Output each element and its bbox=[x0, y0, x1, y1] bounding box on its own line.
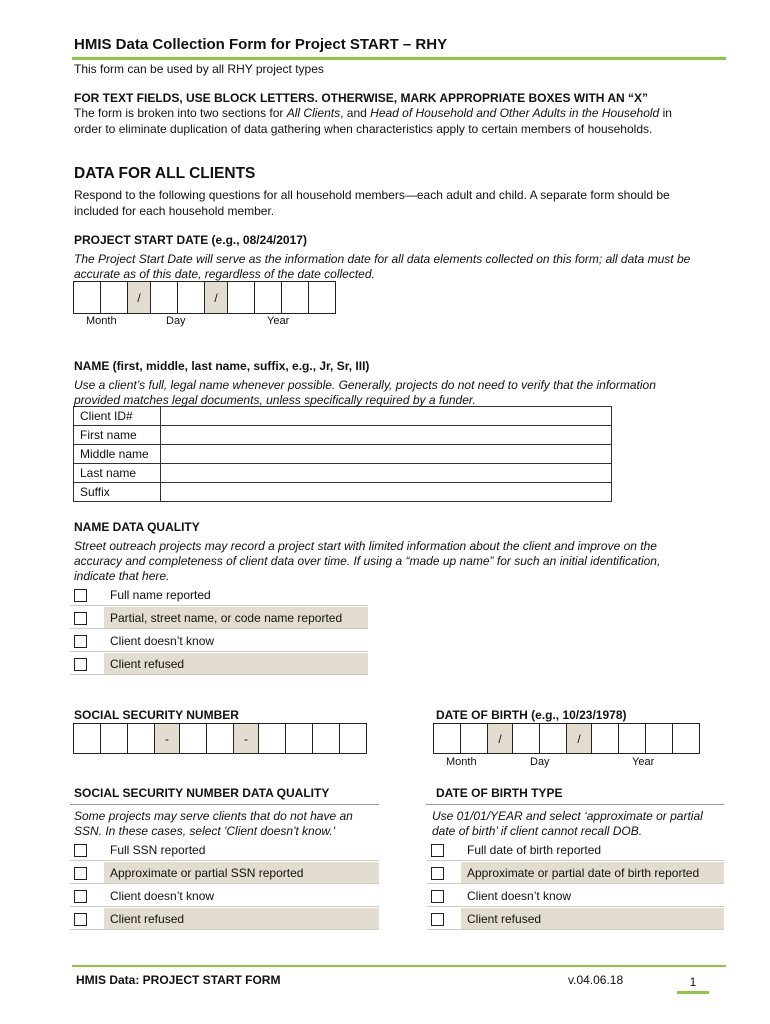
date-digit-box[interactable] bbox=[309, 282, 336, 314]
date-digit-box[interactable] bbox=[178, 282, 205, 314]
ssn-digit-box[interactable] bbox=[128, 724, 155, 754]
divider bbox=[70, 674, 368, 675]
footer-rule bbox=[72, 965, 726, 967]
divider bbox=[70, 628, 368, 629]
checkbox[interactable] bbox=[431, 867, 444, 880]
ssn-separator: - bbox=[155, 724, 180, 754]
dob-type-option[interactable] bbox=[427, 862, 724, 884]
option-label: Approximate or partial date of birth reported bbox=[461, 862, 724, 884]
page-subtitle: This form can be used by all RHY project types bbox=[74, 62, 324, 76]
divider bbox=[427, 883, 724, 884]
ssn-digit-box[interactable] bbox=[259, 724, 286, 754]
date-digit-box[interactable] bbox=[151, 282, 178, 314]
option-label: Full SSN reported bbox=[110, 843, 206, 857]
option-label: Client refused bbox=[104, 653, 368, 675]
ssn-heading: SOCIAL SECURITY NUMBER bbox=[74, 708, 239, 722]
dob-month-label: Month bbox=[446, 756, 477, 768]
dob-digit-box[interactable] bbox=[592, 724, 619, 754]
divider bbox=[70, 605, 368, 606]
dob-digit-box[interactable] bbox=[540, 724, 567, 754]
first-name-field[interactable] bbox=[161, 426, 612, 445]
name-table bbox=[73, 406, 612, 502]
intro-line-2: order to eliminate duplication of data gathering when characteristics apply to certain members of households. bbox=[74, 122, 653, 136]
suffix-field[interactable] bbox=[161, 483, 612, 502]
dob-type-note-2: date of birth’ if client cannot recall DOB. bbox=[432, 824, 643, 838]
date-digit-box[interactable] bbox=[74, 282, 101, 314]
name-note-1: Use a client’s full, legal name whenever possible. Generally, projects do not need to verify that the information bbox=[74, 378, 656, 392]
option-label: Client doesn’t know bbox=[467, 889, 572, 903]
name-quality-option[interactable] bbox=[70, 584, 368, 606]
checkbox[interactable] bbox=[74, 867, 87, 880]
intro-text: in bbox=[659, 106, 672, 120]
checkbox[interactable] bbox=[74, 612, 87, 625]
divider bbox=[426, 804, 724, 805]
ssn-digit-box[interactable] bbox=[286, 724, 313, 754]
divider bbox=[70, 883, 379, 884]
ssn-quality-note-2: SSN. In these cases, select 'Client doesn't know.' bbox=[74, 824, 336, 838]
checkbox[interactable] bbox=[74, 658, 87, 671]
divider bbox=[70, 929, 379, 930]
dob-digit-box[interactable] bbox=[461, 724, 488, 754]
ssn-digit-box[interactable] bbox=[180, 724, 207, 754]
dob-digit-box[interactable] bbox=[673, 724, 700, 754]
page-number-underline bbox=[677, 991, 709, 994]
project-start-date-grid bbox=[73, 281, 336, 314]
date-digit-box[interactable] bbox=[282, 282, 309, 314]
dob-type-option[interactable] bbox=[427, 839, 724, 861]
ssn-quality-option[interactable] bbox=[70, 862, 379, 884]
name-quality-note-1: Street outreach projects may record a project start with limited information about the client and improve on the bbox=[74, 539, 657, 553]
page-number: 1 bbox=[689, 975, 697, 989]
checkbox[interactable] bbox=[74, 635, 87, 648]
year-label: Year bbox=[267, 315, 290, 327]
divider bbox=[427, 860, 724, 861]
option-label: Full name reported bbox=[110, 588, 211, 602]
checkbox[interactable] bbox=[431, 890, 444, 903]
name-quality-heading: NAME DATA QUALITY bbox=[74, 520, 200, 534]
divider bbox=[70, 651, 368, 652]
client-id-field[interactable] bbox=[161, 407, 612, 426]
name-row-label: Suffix bbox=[74, 483, 161, 502]
checkbox[interactable] bbox=[74, 844, 87, 857]
title-rule bbox=[72, 57, 726, 60]
project-start-note-2: accurate as of this date, regardless of the date collected. bbox=[74, 267, 375, 281]
name-row-label: Middle name bbox=[74, 445, 161, 464]
project-start-note-1: The Project Start Date will serve as the information date for all data elements collected on this form; all data must be bbox=[74, 252, 691, 266]
date-digit-box[interactable] bbox=[255, 282, 282, 314]
name-heading: NAME (first, middle, last name, suffix, e.g., Jr, Sr, III) bbox=[74, 359, 370, 373]
date-separator: / bbox=[128, 282, 151, 314]
month-label: Month bbox=[86, 315, 117, 327]
divider bbox=[427, 906, 724, 907]
option-label: Client refused bbox=[461, 908, 724, 930]
intro-emph-all-clients: All Clients bbox=[286, 106, 341, 120]
section-desc-1: Respond to the following questions for all household members—each adult and child. A separate form should be bbox=[74, 188, 670, 202]
section-heading-all-clients: DATA FOR ALL CLIENTS bbox=[74, 165, 256, 182]
option-label: Full date of birth reported bbox=[467, 843, 602, 857]
dob-separator: / bbox=[567, 724, 592, 754]
last-name-field[interactable] bbox=[161, 464, 612, 483]
checkbox[interactable] bbox=[431, 913, 444, 926]
intro-emph-head-of-household: Head of Household and Other Adults in the Household bbox=[370, 106, 660, 120]
name-quality-option[interactable] bbox=[70, 607, 368, 629]
dob-digit-box[interactable] bbox=[434, 724, 461, 754]
option-label: Partial, street name, or code name reported bbox=[104, 607, 368, 629]
name-note-2: provided matches legal documents, unless specifically required by a funder. bbox=[74, 393, 476, 407]
checkbox[interactable] bbox=[431, 844, 444, 857]
divider bbox=[70, 804, 379, 805]
ssn-quality-option[interactable] bbox=[70, 908, 379, 930]
ssn-digit-box[interactable] bbox=[340, 724, 367, 754]
checkbox[interactable] bbox=[74, 913, 87, 926]
name-quality-note-3: indicate that here. bbox=[74, 569, 170, 583]
ssn-quality-option[interactable] bbox=[70, 839, 379, 861]
option-label: Client doesn’t know bbox=[110, 634, 215, 648]
dob-digit-box[interactable] bbox=[513, 724, 540, 754]
option-label: Approximate or partial SSN reported bbox=[104, 862, 379, 884]
page-title: HMIS Data Collection Form for Project START – RHY bbox=[74, 36, 448, 53]
name-row-label: Client ID# bbox=[74, 407, 161, 426]
dob-type-option[interactable] bbox=[427, 885, 724, 907]
section-desc-2: included for each household member. bbox=[74, 204, 275, 218]
name-quality-option[interactable] bbox=[70, 653, 368, 675]
intro-line-1 bbox=[74, 105, 672, 121]
instruction-text: FOR TEXT FIELDS, USE BLOCK LETTERS. OTHERWISE, MARK APPROPRIATE BOXES WITH AN “X” bbox=[74, 91, 649, 105]
dob-digit-box[interactable] bbox=[646, 724, 673, 754]
checkbox[interactable] bbox=[74, 589, 87, 602]
ssn-digit-box[interactable] bbox=[313, 724, 340, 754]
ssn-quality-option[interactable] bbox=[70, 885, 379, 907]
intro-text: The form is broken into two sections for bbox=[74, 106, 287, 120]
ssn-quality-heading: SOCIAL SECURITY NUMBER DATA QUALITY bbox=[74, 786, 330, 800]
name-row-label: Last name bbox=[74, 464, 161, 483]
middle-name-field[interactable] bbox=[161, 445, 612, 464]
checkbox[interactable] bbox=[74, 890, 87, 903]
name-quality-note-2: accuracy and completeness of client data over time. If using a “made up name” for such an initial identification, bbox=[74, 554, 661, 568]
option-label: Client doesn’t know bbox=[110, 889, 215, 903]
dob-heading: DATE OF BIRTH (e.g., 10/23/1978) bbox=[436, 708, 627, 722]
name-row-label: First name bbox=[74, 426, 161, 445]
dob-digit-box[interactable] bbox=[619, 724, 646, 754]
dob-year-label: Year bbox=[632, 756, 655, 768]
ssn-grid bbox=[73, 723, 367, 754]
day-label: Day bbox=[166, 315, 186, 327]
ssn-digit-box[interactable] bbox=[101, 724, 128, 754]
divider bbox=[70, 860, 379, 861]
date-digit-box[interactable] bbox=[228, 282, 255, 314]
intro-text: , and bbox=[340, 106, 371, 120]
ssn-separator: - bbox=[234, 724, 259, 754]
dob-type-option[interactable] bbox=[427, 908, 724, 930]
date-digit-box[interactable] bbox=[101, 282, 128, 314]
divider bbox=[70, 906, 379, 907]
ssn-quality-note-1: Some projects may serve clients that do not have an bbox=[74, 809, 353, 823]
name-quality-option[interactable] bbox=[70, 630, 368, 652]
date-separator: / bbox=[205, 282, 228, 314]
dob-separator: / bbox=[488, 724, 513, 754]
dob-type-note-1: Use 01/01/YEAR and select ‘approximate or partial bbox=[432, 809, 703, 823]
dob-type-heading: DATE OF BIRTH TYPE bbox=[436, 786, 563, 800]
ssn-digit-box[interactable] bbox=[74, 724, 101, 754]
ssn-digit-box[interactable] bbox=[207, 724, 234, 754]
project-start-heading: PROJECT START DATE (e.g., 08/24/2017) bbox=[74, 233, 307, 247]
dob-grid bbox=[433, 723, 700, 754]
divider bbox=[427, 929, 724, 930]
dob-day-label: Day bbox=[530, 756, 550, 768]
option-label: Client refused bbox=[104, 908, 379, 930]
footer-label: HMIS Data: PROJECT START FORM bbox=[76, 973, 281, 987]
footer-version: v.04.06.18 bbox=[568, 973, 624, 987]
